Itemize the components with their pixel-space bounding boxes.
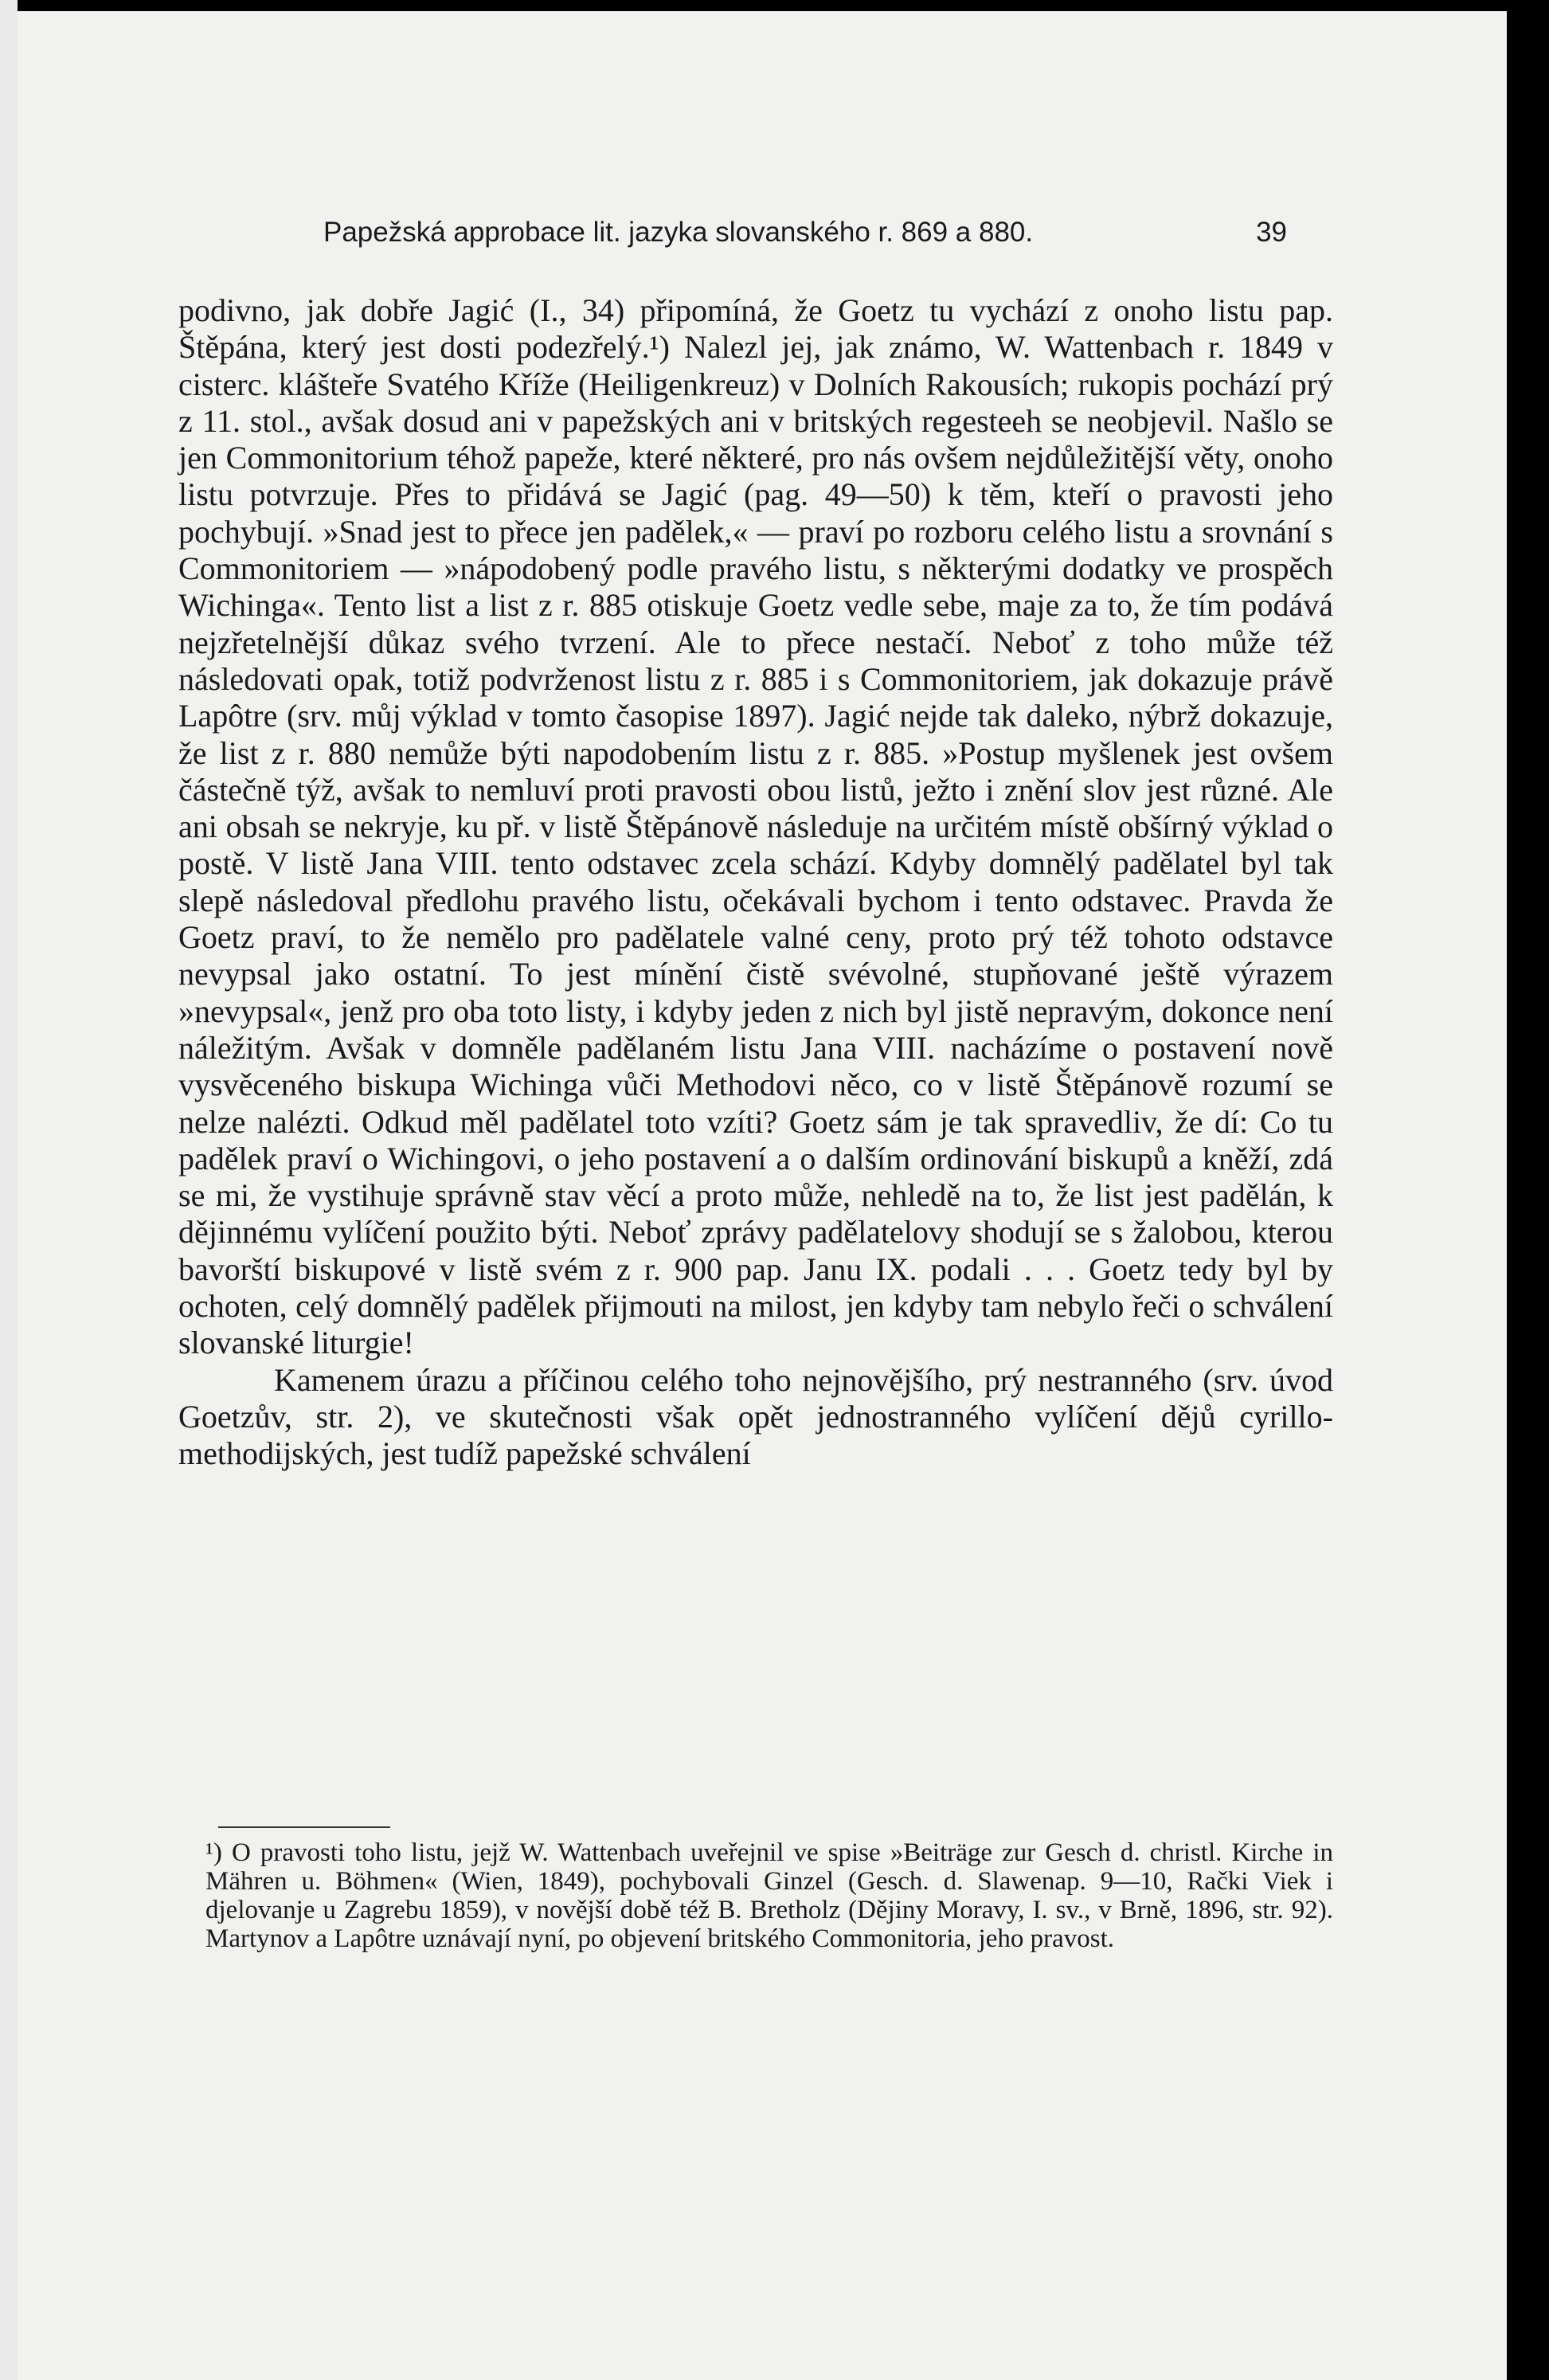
running-title: Papežská approbace lit. jazyka slovanského r. 869 a 880. [323, 217, 1034, 248]
paragraph-2: Kamenem úrazu a příčinou celého toho nejnovějšího, prý nestranného (srv. úvod Goetzův, str. 2), ve skutečnosti však opět jednostranného vylíčení dějů cyrillo-methodijských, jest tudíž papežské schválení [178, 1361, 1333, 1472]
page-number: 39 [1256, 217, 1287, 248]
footnote-separator [218, 1826, 390, 1828]
page-edge [0, 0, 18, 2380]
paragraph-1: podivno, jak dobře Jagić (I., 34) připomíná, že Goetz tu vychází z onoho listu pap. Štěpána, který jest dosti podezřelý.¹) Nalezl jej, jak známo, W. Wattenbach r. 1849 v cisterc. klášteře Svatého Kříže (Heiligenkreuz) v Dolních Rakousích; rukopis pochází prý z 11. stol., avšak dosud ani v papežských ani v britských regesteeh se neobjevil. Našlo se jen Commonitorium téhož papeže, které některé, pro nás ovšem nejdůležitější věty, onoho listu potvrzuje. Přes to přidává se Jagić (pag. 49—50) k těm, kteří o pravosti jeho pochybují. »Snad jest to přece jen padělek,« — praví po rozboru celého listu a srovnání s Commonitoriem — »nápodobený podle pravého listu, s některými dodatky ve prospěch Wichinga«. Tento list a list z r. 885 otiskuje Goetz vedle sebe, maje za to, že tím podává nejzřetelnější důkaz svého tvrzení. Ale to přece nestačí. Neboť z toho může též následovati opak, totiž podvrženost listu z r. 885 i s Commonitoriem, jak dokazuje právě Lapôtre (srv. můj výklad v tomto časopise 1897). Jagić nejde tak daleko, nýbrž dokazuje, že list z r. 880 nemůže býti napodobením listu z r. 885. »Postup myšlenek jest ovšem částečně týž, avšak to nemluví proti pravosti obou listů, ježto i znění slov jest různé. Ale ani obsah se nekryje, ku př. v listě Štěpánově následuje na určitém místě obšírný výklad o postě. V listě Jana VIII. tento odstavec zcela schází. Kdyby domnělý padělatel byl tak slepě následoval předlohu pravého listu, očekávali bychom i tento odstavec. Pravda že Goetz praví, to že nemělo pro padělatele valné ceny, proto prý též tohoto odstavce nevypsal jako ostatní. To jest mínění čistě svévolné, stupňované ještě výrazem »nevypsal«, jenž pro oba toto listy, i kdyby jeden z nich byl jistě nepravým, dokonce není náležitým. Avšak v domněle padělaném listu Jana VIII. nacházíme o postavení nově vysvěceného biskupa Wichinga vůči Methodovi něco, co v listě Štěpánově rozumí se nelze nalézti. Odkud měl padělatel toto vzíti? Goetz sám je tak spravedliv, že dí: Co tu padělek praví o Wichingovi, o jeho postavení a o dalším ordinování biskupů a kněží, zdá se mi, že vystihuje správně stav věcí a proto může, nehledě na to, že list jest padělán, k dějinnému vylíčení použito býti. Neboť zprávy padělatelovy shodují se s žalobou, kterou bavorští biskupové v listě svém z r. 900 pap. Janu IX. podali . . . Goetz tedy byl by ochoten, celý domnělý padělek přijmouti na milost, jen kdyby tam nebylo řeči o schválení slovanské liturgie! [178, 292, 1333, 1361]
running-header [323, 217, 1287, 264]
main-text [178, 292, 1333, 1473]
footnote: ¹) O pravosti toho listu, jejž W. Wattenbach uveřejnil ve spise »Beiträge zur Gesch d. christl. Kirche in Mähren u. Böhmen« (Wien, 1849), pochybovali Ginzel (Gesch. d. Slawenap. 9—10, Rački Viek i djelovanje u Zagrebu 1859), v novější době též B. Bretholz (Dějiny Moravy, I. sv., v Brně, 1896, str. 92). Martynov a Lapôtre uznávají nyní, po objevení britského Commonitoria, jeho pravost. [205, 1838, 1333, 1953]
